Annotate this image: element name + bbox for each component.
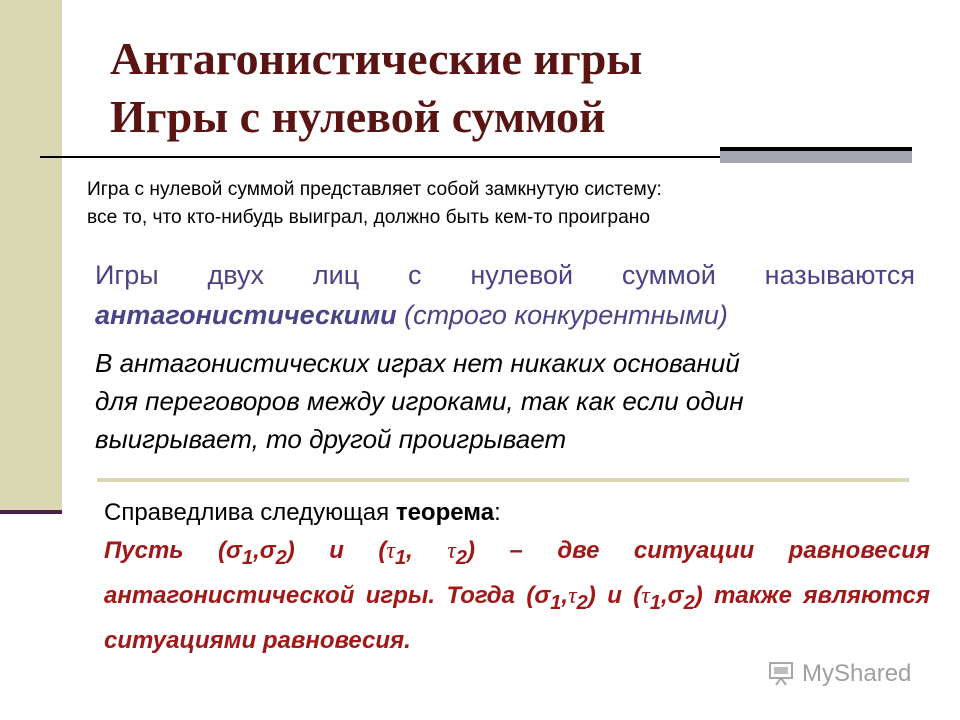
subscript: 2 — [455, 546, 468, 569]
negotiation-paragraph — [95, 344, 915, 458]
watermark-text: MyShared — [802, 660, 912, 687]
definition-line-2: все то, что кто-нибудь выиграл, должно быть кем-то проиграно — [87, 207, 651, 228]
presentation-board-icon — [768, 660, 794, 686]
antagonistic-term: антагонистическими — [95, 300, 397, 330]
theorem-part: ) и ( — [587, 581, 642, 609]
subscript: 2 — [683, 591, 695, 614]
theorem-statement — [104, 532, 930, 660]
left-decor-bar — [0, 0, 62, 512]
theorem-part: ) также являются ситуациями равновесия. — [104, 581, 930, 654]
subscript: 1 — [550, 591, 562, 614]
subscript: 2 — [275, 546, 287, 569]
competitive-note: (строго конкурентными) — [404, 300, 728, 330]
antagonistic-paragraph-line-1: Игры двух лиц с нулевой суммой называются — [95, 260, 915, 290]
left-accent-line — [0, 510, 62, 514]
theorem-intro-prefix: Справедлива следующая — [104, 499, 396, 526]
subscript: 1 — [241, 546, 254, 569]
definition-paragraph — [87, 176, 917, 232]
subscript: 1 — [649, 591, 661, 614]
section-divider — [97, 478, 909, 482]
theorem-intro-suffix: : — [494, 499, 501, 526]
theorem-part: τ — [386, 538, 396, 564]
subscript: 2 — [576, 591, 588, 614]
theorem-part: ) и ( — [286, 537, 387, 564]
theorem-part: ,σ — [253, 537, 276, 564]
negotiation-line-3: выигрывает, то другой проигрывает — [95, 424, 567, 454]
negotiation-line-1: В антагонистических играх нет никаких оснований — [95, 348, 740, 378]
title-line-1: Антагонистические игры — [110, 33, 643, 84]
antagonistic-paragraph-line-2 — [95, 295, 915, 335]
negotiation-line-2: для переговоров между игроками, так как если один — [95, 386, 744, 416]
theorem-part: τ — [641, 582, 650, 609]
theorem-word: теорема — [395, 499, 495, 526]
theorem-part: Пусть (σ — [104, 537, 242, 564]
theorem-part: ) – две ситуации равновесия антагонистической игры. Тогда (σ — [104, 537, 930, 609]
title-accent-bar — [720, 151, 912, 163]
title-line-2: Игры с нулевой суммой — [110, 91, 606, 142]
theorem-part: , — [406, 537, 448, 564]
title-underline — [40, 156, 720, 158]
subscript: 1 — [395, 546, 407, 569]
theorem-part: , — [561, 581, 569, 609]
theorem-part: ,σ — [660, 581, 684, 609]
theorem-intro — [104, 496, 934, 530]
watermark — [768, 658, 938, 692]
definition-line-1: Игра с нулевой суммой представляет собой замкнутую систему: — [87, 179, 662, 200]
theorem-part: τ — [568, 582, 577, 609]
theorem-part: τ — [447, 538, 456, 564]
slide-title — [110, 30, 930, 146]
